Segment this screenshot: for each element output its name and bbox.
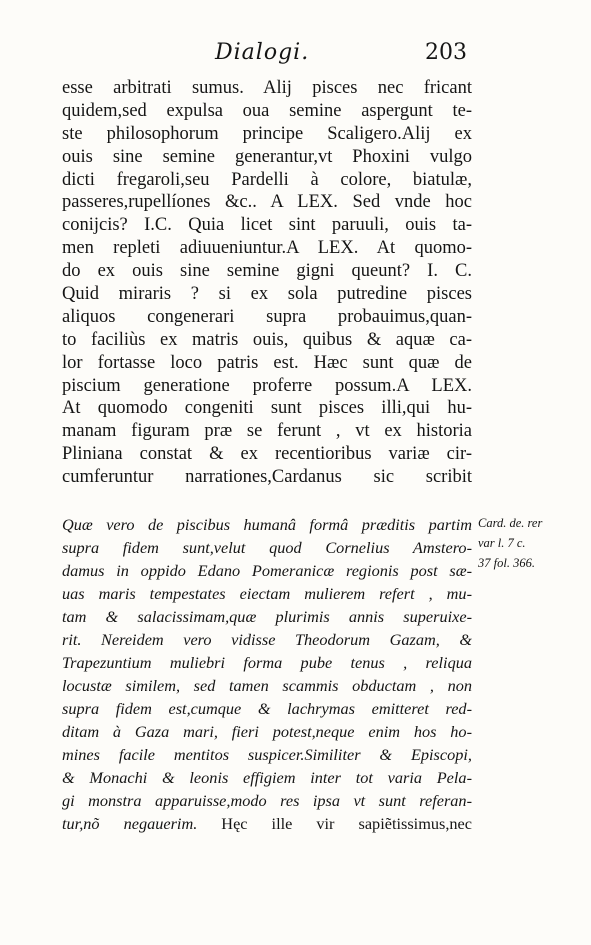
text-line: ste philosophorum principe Scaligero.Alij ex [62,123,472,144]
quote-line: supra fidem est,cumque & lachrymas emitteret red- [62,699,472,718]
marginal-note-line: Card. de. rer [478,516,543,530]
marginal-note-line: 37 fol. 366. [478,556,535,570]
quote-final-line [62,812,472,835]
text-line: passeres,rupellíones &c.. A LEX. Sed vnde hoc [62,192,472,213]
quote-line: tam & salacissimam,quæ plurimis annis superuixe- [62,607,472,626]
quote-line: rit. Nereidem vero vidisse Theodorum Gazam, & [62,630,472,649]
quoted-passage [62,513,472,835]
text-line: esse arbitrati sumus. Alij pisces nec fricant [62,78,472,98]
text-line: to faciliùs ex matris ouis, quibus & aquæ ca- [62,329,472,350]
quote-line: mines facile mentitos suspicer.Similiter & Episcopi, [62,745,472,764]
marginal-note-line: var l. 7 c. [478,536,526,550]
text-line: cumferuntur narrationes,Cardanus sic scribit [62,467,472,488]
running-head: Dialogi. [215,40,310,65]
text-line: quidem,sed expulsa oua semine aspergunt te- [62,100,472,121]
text-line: do ex ouis sine semine gigni queunt? I. C. [62,261,472,282]
resumed-text: Hęc ille vir sapiẽtissimus,nec [197,814,472,833]
text-line: conijcis? I.C. Quia licet sint paruuli, ouis ta- [62,215,472,236]
quote-line: Quæ vero de piscibus humanâ formâ præditis partim [62,515,472,534]
text-line: ouis sine semine generantur,vt Phoxini vulgo [62,146,472,167]
body-text [62,77,472,489]
text-line: lor fortasse loco patris est. Hæc sunt quæ de [62,352,472,373]
text-line: At quomodo congeniti sunt pisces illi,qui hu- [62,398,472,419]
page-number: 203 [425,40,467,65]
text-line: manam figuram præ se ferunt , vt ex historia [62,421,472,442]
text-line: men repleti adiuueniuntur.A LEX. At quomo- [62,238,472,259]
quote-line: supra fidem sunt,velut quod Cornelius Amstero- [62,538,472,557]
page-header [175,40,505,72]
quote-line: Trapezuntium muliebri forma pube tenus , reliqua [62,653,472,672]
text-line: Quid miraris ? si ex sola putredine pisces [62,284,472,305]
quote-line: gi monstra apparuisse,modo res ipsa vt sunt referan- [62,791,472,810]
marginal-note [478,513,578,573]
text-line: aliquos congenerari supra probauimus,quan- [62,306,472,327]
text-line: dicti fregaroli,seu Pardelli à colore, biatulæ, [62,169,472,190]
quote-line: locustæ similem, sed tamen scammis obductam , non [62,676,472,695]
text-line: piscium generatione proferre possum.A LEX. [62,375,472,396]
text-line: Pliniana constat & ex recentioribus variæ cir- [62,444,472,465]
quote-line: ditam à Gaza mari, fieri potest,neque enim hos ho- [62,722,472,741]
quote-line: damus in oppido Edano Pomeranicæ regionis post sæ- [62,561,472,580]
quote-end-italic: tur,nõ negauerim. [62,814,198,833]
quote-line: & Monachi & leonis effigiem inter tot varia Pela- [62,768,472,787]
quote-line: uas maris tempestates eiectam mulierem refert , mu- [62,584,472,603]
